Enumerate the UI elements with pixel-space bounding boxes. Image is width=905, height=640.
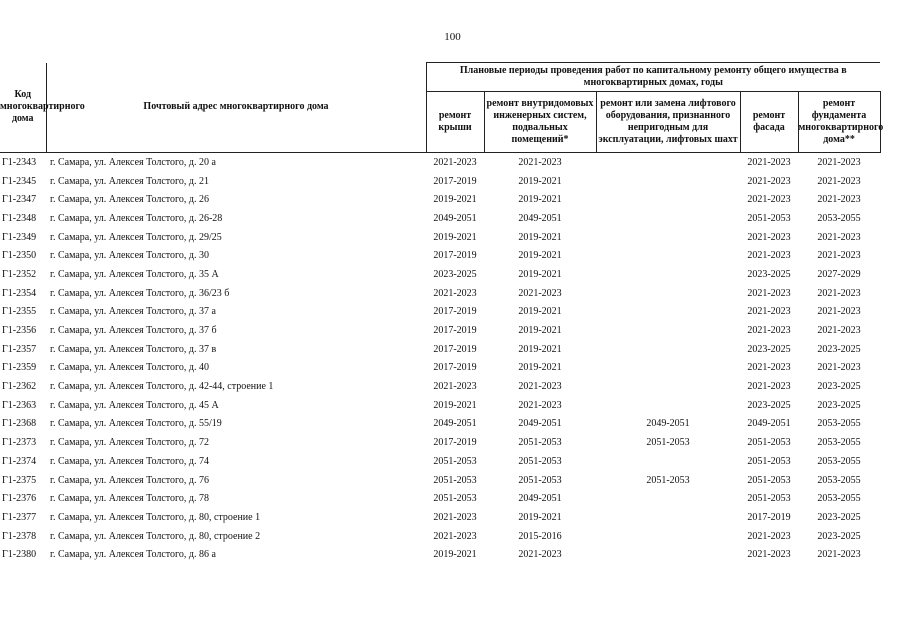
engineering-period: 2019-2021 — [518, 362, 562, 374]
page-number: 100 — [444, 31, 461, 43]
roof-period: 2017-2019 — [433, 306, 477, 318]
roof-period: 2021-2023 — [433, 381, 477, 393]
foundation-period: 2027-2029 — [817, 268, 861, 280]
engineering-period: 2051-2053 — [518, 455, 562, 467]
elevator-period — [596, 359, 740, 378]
engineering-period: 2019-2021 — [518, 194, 562, 206]
house-address: г. Самара, ул. Алексея Толстого, д. 21 — [50, 175, 209, 187]
facade-period: 2021-2023 — [747, 362, 791, 374]
elevator-period — [596, 377, 740, 396]
foundation-period: 2023-2025 — [817, 381, 861, 393]
facade-period: 2023-2025 — [747, 343, 791, 355]
house-code: Г1-2373 — [2, 437, 37, 449]
foundation-period: 2053-2055 — [817, 493, 861, 505]
roof-period: 2019-2021 — [433, 549, 477, 561]
elevator-period — [596, 265, 740, 284]
roof-period: 2017-2019 — [433, 325, 477, 337]
elevator-period — [596, 153, 740, 172]
house-address: г. Самара, ул. Алексея Толстого, д. 30 — [50, 250, 209, 262]
table-row — [0, 415, 880, 434]
house-code: Г1-2368 — [2, 418, 37, 430]
engineering-period: 2021-2023 — [518, 287, 562, 299]
table-row — [0, 377, 880, 396]
elevator-period — [596, 340, 740, 359]
house-address: г. Самара, ул. Алексея Толстого, д. 55/19 — [50, 418, 222, 430]
house-code: Г1-2355 — [2, 306, 37, 318]
house-address: г. Самара, ул. Алексея Толстого, д. 45 А — [50, 399, 219, 411]
roof-period: 2049-2051 — [433, 418, 477, 430]
roof-period: 2021-2023 — [433, 287, 477, 299]
house-address: г. Самара, ул. Алексея Толстого, д. 29/25 — [50, 231, 222, 243]
house-code: Г1-2347 — [2, 194, 37, 206]
header-planned-periods: Плановые периоды проведения работ по капитальному ремонту общего имущества в многоквартирных домах, годы — [426, 63, 880, 92]
facade-period: 2021-2023 — [747, 287, 791, 299]
house-code: Г1-2359 — [2, 362, 37, 374]
table-row — [0, 489, 880, 508]
roof-period: 2017-2019 — [433, 437, 477, 449]
roof-period: 2051-2053 — [433, 455, 477, 467]
table-row — [0, 340, 880, 359]
engineering-period: 2021-2023 — [518, 156, 562, 168]
house-address: г. Самара, ул. Алексея Толстого, д. 74 — [50, 455, 209, 467]
facade-period: 2021-2023 — [747, 306, 791, 318]
engineering-period: 2019-2021 — [518, 325, 562, 337]
house-code: Г1-2348 — [2, 212, 37, 224]
elevator-period — [596, 545, 740, 564]
foundation-period: 2021-2023 — [817, 362, 861, 374]
roof-period: 2017-2019 — [433, 250, 477, 262]
facade-period: 2051-2053 — [747, 493, 791, 505]
foundation-period: 2021-2023 — [817, 549, 861, 561]
house-address: г. Самара, ул. Алексея Толстого, д. 78 — [50, 493, 209, 505]
table-row — [0, 303, 880, 322]
header-code: Код многоквартирного дома — [0, 63, 46, 153]
elevator-period: 2051-2053 — [646, 474, 690, 486]
house-address: г. Самара, ул. Алексея Толстого, д. 86 а — [50, 549, 216, 561]
facade-period: 2021-2023 — [747, 530, 791, 542]
table-row — [0, 433, 880, 452]
table-row — [0, 527, 880, 546]
roof-period: 2019-2021 — [433, 399, 477, 411]
house-code: Г1-2349 — [2, 231, 37, 243]
foundation-period: 2021-2023 — [817, 287, 861, 299]
engineering-period: 2019-2021 — [518, 343, 562, 355]
house-address: г. Самара, ул. Алексея Толстого, д. 37 б — [50, 325, 217, 337]
elevator-period — [596, 190, 740, 209]
table-row — [0, 471, 880, 490]
house-code: Г1-2362 — [2, 381, 37, 393]
table-row — [0, 396, 880, 415]
table-row — [0, 153, 880, 172]
engineering-period: 2049-2051 — [518, 493, 562, 505]
roof-period: 2021-2023 — [433, 156, 477, 168]
roof-period: 2023-2025 — [433, 268, 477, 280]
engineering-period: 2019-2021 — [518, 175, 562, 187]
facade-period: 2021-2023 — [747, 250, 791, 262]
foundation-period: 2023-2025 — [817, 343, 861, 355]
repair-schedule-table — [0, 62, 884, 564]
facade-period: 2021-2023 — [747, 231, 791, 243]
foundation-period: 2053-2055 — [817, 455, 861, 467]
house-address: г. Самара, ул. Алексея Толстого, д. 80, строение 1 — [50, 511, 261, 523]
facade-period: 2051-2053 — [747, 212, 791, 224]
header-elevator: ремонт или замена лифтового оборудования, признанного непригодным для эксплуатации, лифтовых шахт — [596, 92, 740, 153]
roof-period: 2017-2019 — [433, 175, 477, 187]
facade-period: 2021-2023 — [747, 156, 791, 168]
elevator-period — [596, 284, 740, 303]
house-address: г. Самара, ул. Алексея Толстого, д. 26 — [50, 194, 209, 206]
house-address: г. Самара, ул. Алексея Толстого, д. 20 а — [50, 156, 216, 168]
house-address: г. Самара, ул. Алексея Толстого, д. 42-44, строение 1 — [50, 381, 274, 393]
table-row — [0, 284, 880, 303]
foundation-period: 2021-2023 — [817, 325, 861, 337]
elevator-period — [596, 396, 740, 415]
engineering-period: 2021-2023 — [518, 381, 562, 393]
elevator-period: 2051-2053 — [646, 437, 690, 449]
foundation-period: 2053-2055 — [817, 437, 861, 449]
table-row — [0, 452, 880, 471]
house-code: Г1-2350 — [2, 250, 37, 262]
roof-period: 2051-2053 — [433, 493, 477, 505]
facade-period: 2023-2025 — [747, 268, 791, 280]
elevator-period — [596, 452, 740, 471]
house-code: Г1-2356 — [2, 325, 37, 337]
roof-period: 2021-2023 — [433, 511, 477, 523]
house-code: Г1-2377 — [2, 511, 37, 523]
roof-period: 2019-2021 — [433, 231, 477, 243]
house-code: Г1-2375 — [2, 474, 37, 486]
facade-period: 2051-2053 — [747, 474, 791, 486]
engineering-period: 2019-2021 — [518, 268, 562, 280]
house-address: г. Самара, ул. Алексея Толстого, д. 36/23 б — [50, 287, 230, 299]
house-address: г. Самара, ул. Алексея Толстого, д. 35 А — [50, 268, 219, 280]
foundation-period: 2021-2023 — [817, 306, 861, 318]
header-facade: ремонт фасада — [740, 92, 798, 153]
elevator-period — [596, 303, 740, 322]
foundation-period: 2021-2023 — [817, 156, 861, 168]
engineering-period: 2015-2016 — [518, 530, 562, 542]
header-address: Почтовый адрес многоквартирного дома — [46, 63, 426, 153]
table-row — [0, 265, 880, 284]
elevator-period — [596, 489, 740, 508]
house-address: г. Самара, ул. Алексея Толстого, д. 72 — [50, 437, 209, 449]
house-address: г. Самара, ул. Алексея Толстого, д. 76 — [50, 474, 209, 486]
roof-period: 2051-2053 — [433, 474, 477, 486]
foundation-period: 2023-2025 — [817, 399, 861, 411]
house-code: Г1-2378 — [2, 530, 37, 542]
house-address: г. Самара, ул. Алексея Толстого, д. 37 в — [50, 343, 217, 355]
facade-period: 2017-2019 — [747, 511, 791, 523]
facade-period: 2021-2023 — [747, 381, 791, 393]
house-code: Г1-2380 — [2, 549, 37, 561]
house-code: Г1-2357 — [2, 343, 37, 355]
elevator-period — [596, 246, 740, 265]
engineering-period: 2049-2051 — [518, 212, 562, 224]
engineering-period: 2049-2051 — [518, 418, 562, 430]
table-row — [0, 508, 880, 527]
foundation-period: 2021-2023 — [817, 175, 861, 187]
table-row — [0, 246, 880, 265]
house-address: г. Самара, ул. Алексея Толстого, д. 80, строение 2 — [50, 530, 261, 542]
engineering-period: 2051-2053 — [518, 474, 562, 486]
foundation-period: 2021-2023 — [817, 231, 861, 243]
roof-period: 2021-2023 — [433, 530, 477, 542]
table-row — [0, 172, 880, 191]
foundation-period: 2053-2055 — [817, 474, 861, 486]
facade-period: 2023-2025 — [747, 399, 791, 411]
elevator-period — [596, 321, 740, 340]
house-code: Г1-2376 — [2, 493, 37, 505]
house-code: Г1-2352 — [2, 268, 37, 280]
table-row — [0, 190, 880, 209]
table-row — [0, 321, 880, 340]
house-code: Г1-2374 — [2, 455, 37, 467]
engineering-period: 2019-2021 — [518, 231, 562, 243]
elevator-period — [596, 172, 740, 191]
roof-period: 2019-2021 — [433, 194, 477, 206]
elevator-period — [596, 527, 740, 546]
elevator-period: 2049-2051 — [646, 418, 690, 430]
engineering-period: 2021-2023 — [518, 399, 562, 411]
foundation-period: 2053-2055 — [817, 418, 861, 430]
roof-period: 2017-2019 — [433, 362, 477, 374]
house-address: г. Самара, ул. Алексея Толстого, д. 26-28 — [50, 212, 223, 224]
table-body — [0, 153, 880, 565]
roof-period: 2049-2051 — [433, 212, 477, 224]
foundation-period: 2021-2023 — [817, 194, 861, 206]
engineering-period: 2051-2053 — [518, 437, 562, 449]
engineering-period: 2019-2021 — [518, 306, 562, 318]
table-row — [0, 359, 880, 378]
house-address: г. Самара, ул. Алексея Толстого, д. 40 — [50, 362, 209, 374]
elevator-period — [596, 228, 740, 247]
engineering-period: 2021-2023 — [518, 549, 562, 561]
house-code: Г1-2343 — [2, 156, 37, 168]
house-address: г. Самара, ул. Алексея Толстого, д. 37 а — [50, 306, 216, 318]
house-code: Г1-2345 — [2, 175, 37, 187]
table-row — [0, 545, 880, 564]
table-row — [0, 209, 880, 228]
header-roof: ремонт крыши — [426, 92, 484, 153]
facade-period: 2021-2023 — [747, 549, 791, 561]
header-engineering: ремонт внутридомовых инженерных систем, подвальных помещений* — [484, 92, 596, 153]
facade-period: 2021-2023 — [747, 194, 791, 206]
facade-period: 2051-2053 — [747, 455, 791, 467]
facade-period: 2051-2053 — [747, 437, 791, 449]
foundation-period: 2023-2025 — [817, 511, 861, 523]
elevator-period — [596, 209, 740, 228]
facade-period: 2021-2023 — [747, 325, 791, 337]
roof-period: 2017-2019 — [433, 343, 477, 355]
house-code: Г1-2354 — [2, 287, 37, 299]
header-foundation: ремонт фундамента многоквартирного дома** — [798, 92, 880, 153]
foundation-period: 2053-2055 — [817, 212, 861, 224]
facade-period: 2049-2051 — [747, 418, 791, 430]
foundation-period: 2021-2023 — [817, 250, 861, 262]
house-code: Г1-2363 — [2, 399, 37, 411]
foundation-period: 2023-2025 — [817, 530, 861, 542]
table-row — [0, 228, 880, 247]
facade-period: 2021-2023 — [747, 175, 791, 187]
engineering-period: 2019-2021 — [518, 511, 562, 523]
elevator-period — [596, 508, 740, 527]
engineering-period: 2019-2021 — [518, 250, 562, 262]
